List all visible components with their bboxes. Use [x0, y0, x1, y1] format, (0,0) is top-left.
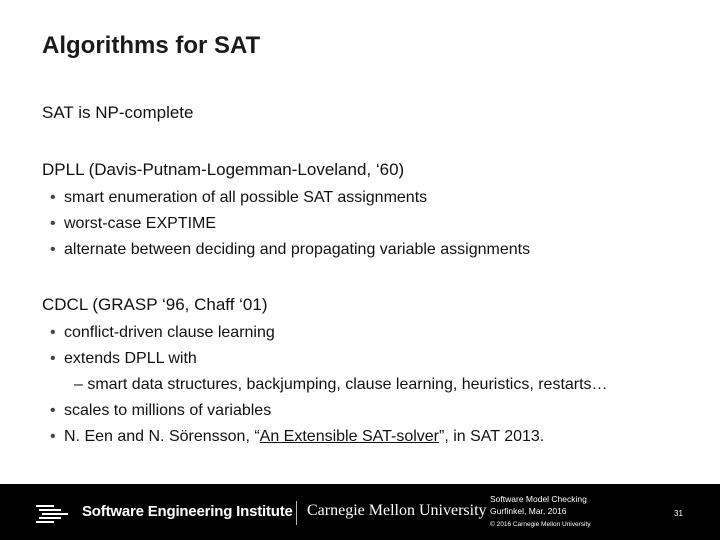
np-complete-line: SAT is NP-complete [42, 103, 194, 122]
bullet-icon: • [50, 241, 56, 258]
citation-prefix: N. Een and N. Sörensson, “ [64, 428, 260, 445]
author-date: Gurfinkel, Mar, 2016 [490, 506, 567, 516]
bullet-text: smart enumeration of all possible SAT assignments [64, 189, 428, 206]
course-name: Software Model Checking [490, 494, 587, 504]
cmu-name: Carnegie Mellon University [307, 502, 487, 519]
list-item [50, 215, 216, 233]
paper-link[interactable]: An Extensible SAT-solver [259, 428, 439, 445]
sei-name: Software Engineering Institute [82, 503, 293, 520]
list-item [50, 350, 197, 368]
bullet-icon: • [50, 324, 56, 341]
citation-suffix: ”, in SAT 2013. [439, 428, 545, 445]
page-number: 31 [674, 509, 683, 518]
sei-logo-icon [36, 503, 76, 523]
bullet-icon: • [50, 215, 56, 232]
bullet-text: alternate between deciding and propagating variable assignments [64, 241, 531, 258]
dpll-heading: DPLL (Davis-Putnam-Logemman-Loveland, ‘60) [42, 160, 405, 179]
bullet-text: scales to millions of variables [64, 402, 272, 419]
bullet-text: conflict-driven clause learning [64, 324, 275, 341]
bullet-icon: • [50, 428, 56, 445]
bullet-text: extends DPLL with [64, 350, 197, 367]
sub-bullet: – smart data structures, backjumping, clause learning, heuristics, restarts… [74, 376, 608, 393]
list-item [50, 324, 275, 342]
list-item [50, 241, 530, 259]
list-item [50, 428, 544, 446]
slide-title: Algorithms for SAT [42, 32, 261, 59]
list-item [50, 402, 271, 420]
bullet-icon: • [50, 402, 56, 419]
footer-divider [296, 501, 297, 525]
copyright: © 2016 Carnegie Mellon University [490, 521, 591, 528]
footer-bar [0, 484, 720, 540]
bullet-icon: • [50, 189, 56, 206]
bullet-text: worst-case EXPTIME [64, 215, 217, 232]
bullet-icon: • [50, 350, 56, 367]
cdcl-heading: CDCL (GRASP ‘96, Chaff ‘01) [42, 295, 268, 314]
list-item [50, 189, 427, 207]
